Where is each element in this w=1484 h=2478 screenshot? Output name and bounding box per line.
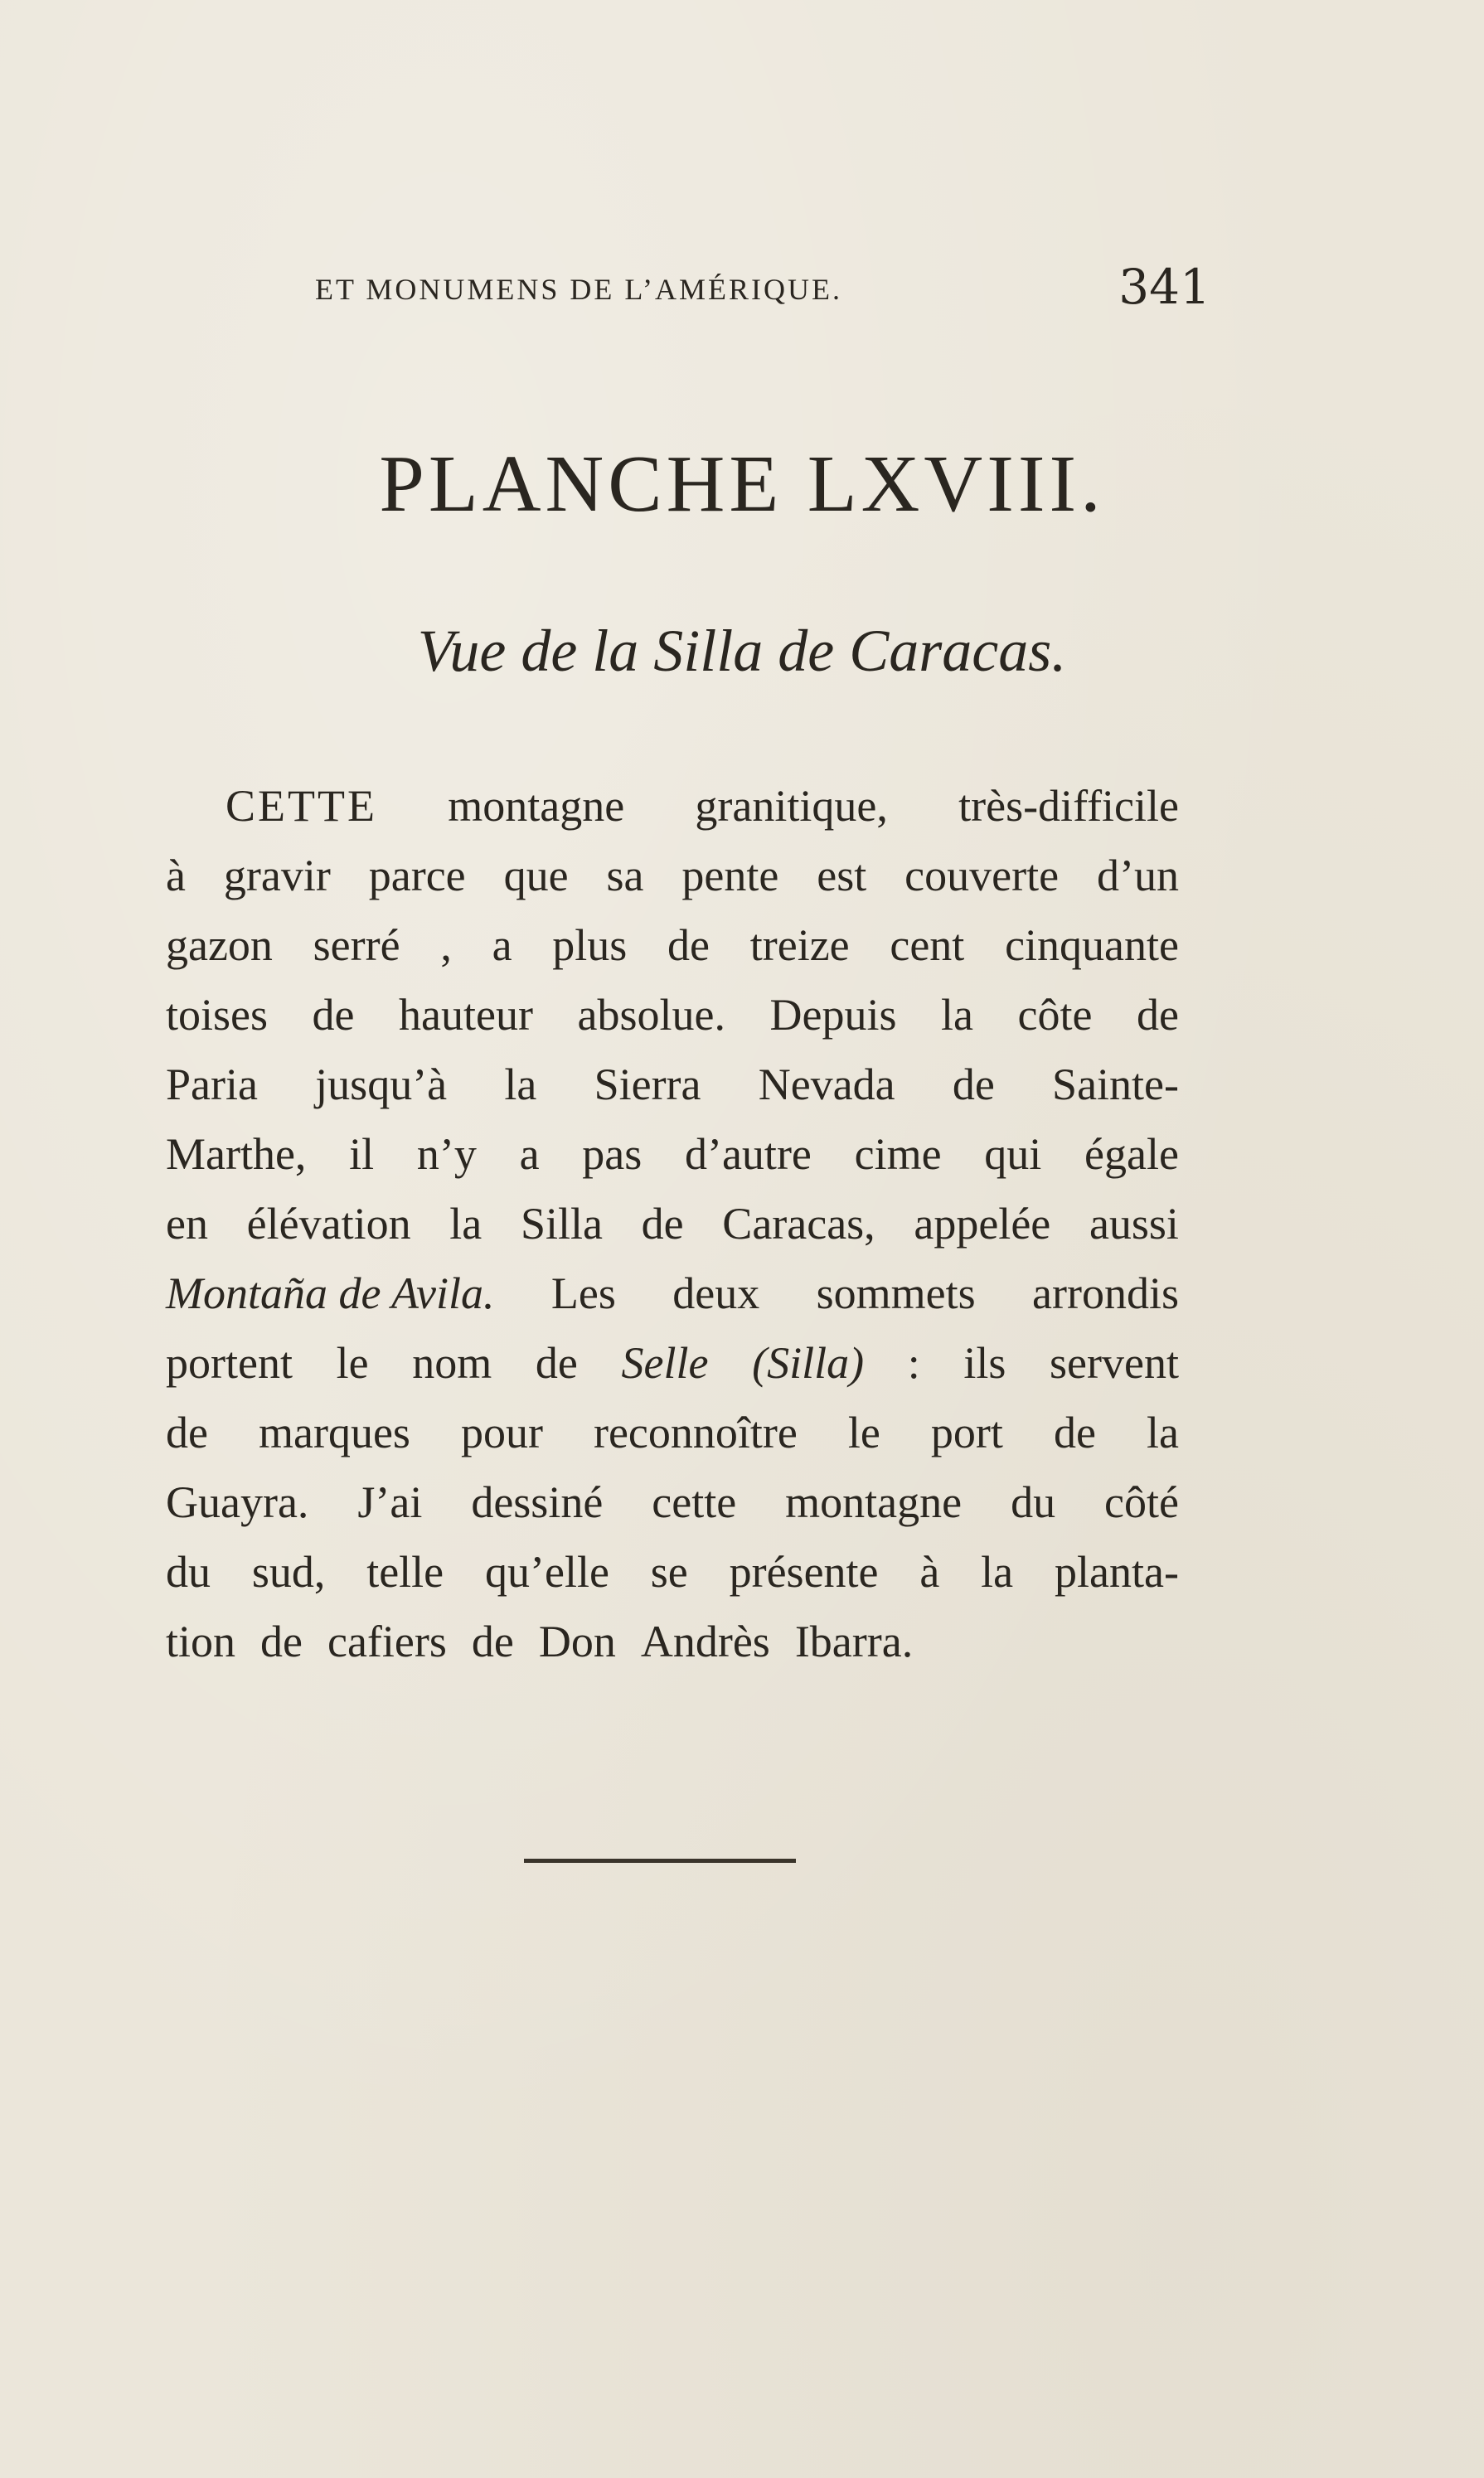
page-number: 341 (1118, 259, 1210, 315)
word: la (449, 1199, 483, 1249)
word: portent (166, 1338, 293, 1388)
word: Don (538, 1617, 616, 1666)
word: montagne (785, 1477, 963, 1527)
word: pour (460, 1408, 543, 1457)
running-head (315, 259, 1210, 315)
word: a (519, 1129, 540, 1179)
word: très-difficile (958, 781, 1179, 831)
word: parce (368, 851, 466, 900)
word: côte (1017, 990, 1093, 1040)
text-line (166, 771, 1179, 841)
word: la (504, 1060, 537, 1109)
word: cette (652, 1477, 737, 1527)
word: hauteur (399, 990, 533, 1040)
word: que (503, 851, 569, 900)
word: : (907, 1338, 920, 1388)
word: sommets (816, 1268, 976, 1318)
word: Silla (520, 1199, 603, 1249)
word: se (650, 1547, 688, 1597)
text-line (166, 1607, 1179, 1676)
word: de (260, 1617, 303, 1666)
text-line (166, 1258, 1179, 1328)
word: élévation (246, 1199, 411, 1249)
word: telle (366, 1547, 444, 1597)
word: pas (582, 1129, 643, 1179)
word: de (471, 1617, 514, 1666)
word: à (919, 1547, 940, 1597)
word: de (667, 920, 710, 970)
word: tion (166, 1617, 236, 1666)
section-end-rule (524, 1859, 796, 1863)
word: qu’elle (485, 1547, 609, 1597)
word: le (336, 1338, 369, 1388)
word: côté (1104, 1477, 1179, 1527)
word: de (952, 1060, 995, 1109)
text-line (166, 841, 1179, 910)
word: absolue. (577, 990, 725, 1040)
word: Marthe, (166, 1129, 307, 1179)
word: J’ai (357, 1477, 423, 1527)
word: servent (1050, 1338, 1179, 1388)
word: gazon (166, 920, 273, 970)
word: montagne (448, 781, 625, 831)
body-paragraph (166, 771, 1179, 1676)
word: plus (552, 920, 628, 970)
text-line (166, 1050, 1179, 1119)
word: Nevada (758, 1060, 895, 1109)
word-italic: Selle (621, 1338, 709, 1388)
word: ils (963, 1338, 1006, 1388)
word: gravir (223, 851, 331, 900)
word: serré (313, 920, 400, 970)
word: aussi (1089, 1199, 1179, 1249)
word: planta- (1055, 1547, 1179, 1597)
running-title: ET MONUMENS DE L’AMÉRIQUE. (315, 273, 842, 306)
word: marques (259, 1408, 410, 1457)
word: de (641, 1199, 684, 1249)
plate-title: PLANCHE LXVIII. (379, 439, 1105, 529)
word-italic: Montaña de Avila. (166, 1268, 495, 1318)
word: la (981, 1547, 1014, 1597)
word: d’un (1096, 851, 1179, 900)
word: Guayra. (166, 1477, 309, 1527)
word: sa (606, 851, 644, 900)
word: de (312, 990, 355, 1040)
word: Les (550, 1268, 616, 1318)
word: de (1137, 990, 1179, 1040)
word: Caracas, (722, 1199, 875, 1249)
word: treize (749, 920, 850, 970)
word: Paria (166, 1060, 258, 1109)
text-line (166, 1467, 1179, 1537)
word: la (941, 990, 973, 1040)
word: Andrès (640, 1617, 770, 1666)
word: de (166, 1408, 208, 1457)
word: du (1011, 1477, 1056, 1527)
word: cinquante (1005, 920, 1179, 970)
word: en (166, 1199, 208, 1249)
word: Ibarra. (794, 1617, 914, 1666)
text-line (166, 980, 1179, 1050)
word: nom (412, 1338, 492, 1388)
word: Depuis (769, 990, 897, 1040)
word: à (166, 851, 186, 900)
word: présente (729, 1547, 879, 1597)
word: qui (984, 1129, 1042, 1179)
word: appelée (914, 1199, 1051, 1249)
word-italic: (Silla) (752, 1338, 865, 1388)
text-line (166, 1119, 1179, 1189)
word: a (492, 920, 512, 970)
word: égale (1084, 1129, 1179, 1179)
word: CETTE (226, 781, 377, 831)
word: deux (672, 1268, 760, 1318)
word: arrondis (1032, 1268, 1179, 1318)
word: le (847, 1408, 880, 1457)
word: est (817, 851, 867, 900)
word: cafiers (327, 1617, 447, 1666)
word: port (930, 1408, 1003, 1457)
word: granitique, (695, 781, 888, 831)
word: cime (854, 1129, 942, 1179)
word: Sierra (594, 1060, 701, 1109)
word: toises (166, 990, 269, 1040)
word: de (1053, 1408, 1096, 1457)
word: dessiné (471, 1477, 604, 1527)
text-line (166, 1398, 1179, 1467)
word: couverte (904, 851, 1060, 900)
text-line (166, 1537, 1179, 1607)
word: il (349, 1129, 375, 1179)
word: n’y (416, 1129, 477, 1179)
word: de (535, 1338, 578, 1388)
plate-subtitle: Vue de la Silla de Caracas. (417, 618, 1067, 684)
word: cent (890, 920, 965, 970)
word: Sainte- (1052, 1060, 1179, 1109)
text-line (166, 910, 1179, 980)
word: jusqu’à (315, 1060, 448, 1109)
word: la (1146, 1408, 1179, 1457)
word: , (440, 920, 452, 970)
text-line (166, 1328, 1179, 1398)
word: sud, (251, 1547, 326, 1597)
word: d’autre (684, 1129, 812, 1179)
text-line (166, 1189, 1179, 1258)
word: reconnoître (593, 1408, 798, 1457)
word: pente (681, 851, 779, 900)
word: du (166, 1547, 211, 1597)
